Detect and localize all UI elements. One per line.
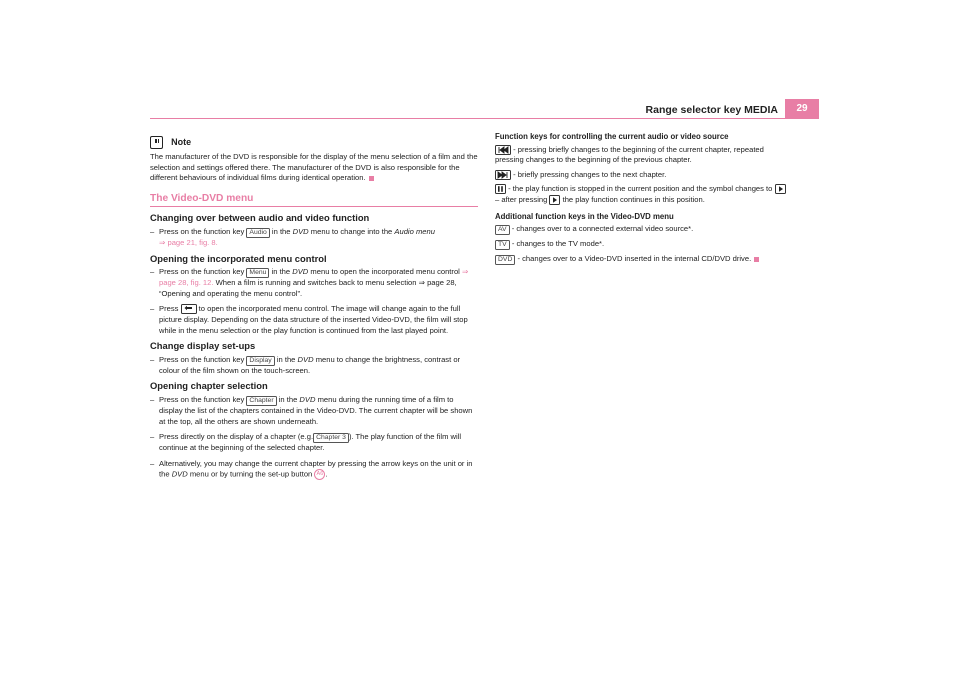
text: Press on the function key — [159, 354, 245, 364]
heading-incorporated-menu: Opening the incorporated menu control — [150, 252, 327, 264]
list-item — [150, 432, 478, 454]
dvd-key[interactable]: DVD — [495, 255, 515, 265]
note-title: Note — [171, 137, 192, 148]
note-paragraph — [150, 152, 478, 184]
text: the play function continues in this position. — [562, 194, 705, 204]
list-item — [150, 355, 478, 377]
av-key[interactable]: AV — [495, 225, 510, 235]
section-rule — [150, 206, 478, 207]
text: in the — [271, 226, 291, 236]
play-icon[interactable] — [549, 195, 560, 205]
text: in the — [278, 394, 298, 404]
text: Press — [159, 304, 179, 314]
text: - the play function is stopped in the current position and the symbol changes to — [508, 184, 773, 194]
text: Press directly on the display of a chapter (e.g. — [159, 432, 314, 442]
text: Alternatively, you may change the current chapter by pressing the arrow keys on the unit or in the — [159, 458, 473, 479]
heading-additional-keys: Additional function keys in the Video-DVD menu — [495, 211, 674, 221]
page-link[interactable]: ⇒ page 21, fig. 8. — [159, 237, 218, 247]
menu-key[interactable]: Menu — [246, 268, 269, 278]
function-key-pause — [495, 184, 787, 205]
text: menu during the running time of a film to display the list of the chapters contained in the Video-DVD. The current chapter will be shown at the top, all the others are shown underneath. — [159, 394, 473, 426]
text: - changes over to a Video-DVD inserted in the internal CD/DVD drive. — [517, 254, 752, 264]
additional-key-dvd — [495, 254, 787, 265]
dvd-term: DVD — [171, 469, 188, 479]
section-title: The Video-DVD menu — [150, 192, 254, 204]
text: – after pressing — [495, 194, 548, 204]
list-item — [150, 227, 478, 249]
text: in the — [271, 267, 291, 277]
function-key-next — [495, 170, 787, 181]
play-icon[interactable] — [775, 184, 786, 194]
text: - briefly pressing changes to the next chapter. — [513, 169, 667, 179]
function-key-previous — [495, 145, 787, 166]
text: to open the incorporated menu control. The image will change again to the full picture display. Depending on the data structure of the inserted Video-DVD, the film will stop while in the menu selection or the play function is continued from the last played point. — [159, 304, 468, 335]
end-mark-icon — [754, 257, 759, 262]
text: menu to change the brightness, contrast or colour of the film shown on the touch-screen. — [159, 354, 461, 375]
list-item — [150, 267, 478, 299]
heading-function-keys: Function keys for controlling the current audio or video source — [495, 132, 729, 141]
note-icon — [150, 136, 163, 149]
text: in the — [276, 354, 296, 364]
display-key[interactable]: Display — [246, 356, 274, 366]
additional-key-av — [495, 224, 787, 235]
text: - changes to the TV mode*. — [511, 239, 605, 249]
return-icon[interactable] — [181, 304, 197, 314]
list-item — [150, 395, 478, 427]
dvd-term: DVD — [297, 354, 314, 364]
audio-key[interactable]: Audio — [246, 228, 269, 238]
text: menu or by turning the set-up button — [189, 469, 313, 479]
text: Press on the function key — [159, 394, 245, 404]
text: - pressing briefly changes to the beginning of the current chapter, repeated pressing changes to the beginning of the previous chapter. — [495, 144, 764, 165]
tv-key[interactable]: TV — [495, 240, 510, 250]
text: Press on the function key — [159, 267, 245, 277]
text: menu to change into the — [310, 226, 393, 236]
text: . — [325, 469, 328, 479]
text: - changes over to a connected external video source*. — [511, 224, 694, 234]
heading-chapter: Opening chapter selection — [150, 380, 268, 392]
previous-chapter-icon[interactable] — [495, 145, 511, 155]
dvd-term: DVD — [292, 267, 309, 277]
dvd-term: DVD — [292, 226, 309, 236]
additional-key-tv — [495, 239, 787, 250]
left-column — [150, 136, 478, 485]
text: When a film is running and switches back to menu selection ⇒ page 28, “Opening and operating the menu control”. — [159, 278, 457, 298]
dvd-term: DVD — [299, 394, 316, 404]
text: Press on the function key — [159, 226, 245, 236]
next-chapter-icon[interactable] — [495, 170, 511, 180]
right-column — [495, 132, 787, 269]
chapter-key[interactable]: Chapter — [246, 396, 276, 406]
list-item — [150, 304, 478, 336]
note-text: The manufacturer of the DVD is responsible for the display of the menu selection of a film and the selection and settings offered there. The manufacturer of the DVD is also responsible for the different behaviours of individual films during identical operation. — [150, 152, 478, 183]
heading-display: Change display set-ups — [150, 340, 256, 352]
page-number-badge: 29 — [785, 99, 819, 119]
setup-button-ref: A6 — [314, 469, 325, 480]
list-item — [150, 459, 478, 481]
header-rule — [150, 118, 785, 119]
note-header — [150, 136, 478, 149]
end-mark-icon — [369, 176, 374, 181]
page-link[interactable]: ⇒ page 28, fig. 12. — [159, 267, 469, 288]
audio-menu-term: Audio menu — [394, 226, 435, 236]
chapter-3-key[interactable]: Chapter 3 — [313, 433, 349, 443]
text: menu to open the incorporated menu control — [310, 267, 460, 277]
pause-icon[interactable] — [495, 184, 506, 194]
running-header-title: Range selector key MEDIA — [645, 104, 778, 116]
text: ). The play function of the film will continue at the beginning of the selected chapter. — [159, 432, 462, 453]
heading-audio-video: Changing over between audio and video function — [150, 212, 370, 224]
